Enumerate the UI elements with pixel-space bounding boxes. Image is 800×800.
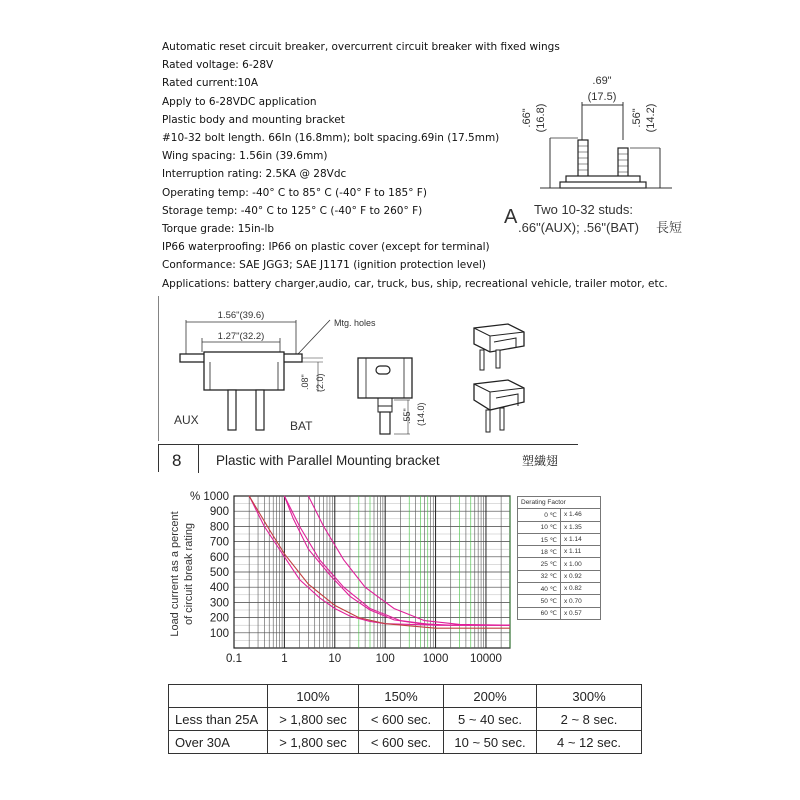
derating-factor: x 1.00 xyxy=(561,558,601,570)
side-stud-in-label: .55" xyxy=(402,408,412,424)
spec-line: Rated current:10A xyxy=(162,77,259,90)
column-header: 100% xyxy=(268,685,359,708)
table-row xyxy=(169,731,642,754)
y-tick-label: 200 xyxy=(209,612,229,625)
spec-line: Wing spacing: 1.56in (39.6mm) xyxy=(162,150,328,163)
wing-spacing-label: 1.56"(39.6) xyxy=(217,310,265,321)
table-cell: 5 ~ 40 sec. xyxy=(444,708,537,731)
breaker-3d-top xyxy=(474,324,524,370)
breaker-3d-sketches xyxy=(466,318,530,442)
trip-time-table xyxy=(168,684,642,754)
derating-temp: 40 ℃ xyxy=(518,583,561,595)
section-number: 8 xyxy=(172,451,182,470)
y-tick-label: 700 xyxy=(209,536,229,549)
thickness-in-label: .08" xyxy=(300,374,310,390)
derating-temp: 25 ℃ xyxy=(518,558,561,570)
derating-factor: x 0.92 xyxy=(561,570,601,582)
spec-line: Storage temp: -40° C to 125° C (-40° F to 260° F) xyxy=(162,204,423,217)
y-axis-label-line1: Load current as a percent xyxy=(169,511,181,637)
spec-line: Operating temp: -40° C to 85° C (-40° F to 185° F) xyxy=(162,186,427,199)
section-title: Plastic with Parallel Mounting bracket xyxy=(216,453,440,468)
stud-caption-1: Two 10-32 studs: xyxy=(534,202,633,217)
derating-temp: 0 ℃ xyxy=(518,509,561,521)
spec-line: Interruption rating: 2.5KA @ 28Vdc xyxy=(162,168,347,181)
bat-terminal-label: BAT xyxy=(290,419,313,433)
side-stud-mm-label: (14.0) xyxy=(416,402,426,426)
spec-line: Applications: battery charger,audio, car, truck, bus, ship, recreational vehicle, trailer motor, etc. xyxy=(162,277,668,290)
row-header: Less than 25A xyxy=(169,708,268,731)
x-tick-label: 10 xyxy=(328,653,342,665)
table-cell: 4 ~ 12 sec. xyxy=(537,731,642,754)
table-cell: < 600 sec. xyxy=(359,731,444,754)
bat-length-mm-label: (14.2) xyxy=(645,103,657,133)
table-row xyxy=(169,708,642,731)
inner-spacing-label: 1.27"(32.2) xyxy=(217,331,265,342)
bat-length-in-label: .56" xyxy=(631,108,643,128)
derating-factor: x 0.82 xyxy=(561,583,601,595)
derating-row xyxy=(518,558,601,570)
drawing-letter: A xyxy=(504,206,518,228)
derating-row xyxy=(518,533,601,545)
table-corner-cell xyxy=(169,685,268,708)
derating-factor: x 1.46 xyxy=(561,509,601,521)
mounting-holes-label: Mtg. holes xyxy=(334,318,376,328)
trip-table-header-row xyxy=(169,685,642,708)
spacing-in-label: .69" xyxy=(592,75,612,87)
spec-line: Torque grade: 15in-lb xyxy=(162,223,275,236)
column-header: 200% xyxy=(444,685,537,708)
y-tick-label: 800 xyxy=(209,521,229,534)
derating-temp: 32 ℃ xyxy=(518,570,561,582)
derating-factor: x 1.11 xyxy=(561,546,601,558)
derating-temp: 18 ℃ xyxy=(518,546,561,558)
derating-row xyxy=(518,546,601,558)
spacing-mm-label: (17.5) xyxy=(587,91,617,103)
y-tick-label: 900 xyxy=(209,506,229,519)
stud-caption-cjk: 長短 xyxy=(656,220,683,235)
x-tick-label: 10000 xyxy=(469,653,502,665)
spec-line: Conformance: SAE JGG3; SAE J1171 (ignition protection level) xyxy=(162,259,486,272)
spec-line: Automatic reset circuit breaker, overcurrent circuit breaker with fixed wings xyxy=(162,41,560,53)
derating-factor: x 1.35 xyxy=(561,521,601,533)
side-view-drawing xyxy=(350,340,440,440)
y-tick-label: 300 xyxy=(209,597,229,610)
derating-title: Derating Factor xyxy=(518,497,601,509)
table-cell: 2 ~ 8 sec. xyxy=(537,708,642,731)
y-tick-label: 100 xyxy=(209,627,229,640)
spec-line: #10-32 bolt length. 66In (16.8mm); bolt spacing.69in (17.5mm) xyxy=(162,132,500,145)
y-axis-label-line2: of circuit break rating xyxy=(183,522,195,626)
derating-row xyxy=(518,607,601,619)
aux-terminal-label: AUX xyxy=(174,413,199,427)
spec-line: Plastic body and mounting bracket xyxy=(162,113,345,126)
stud-aux xyxy=(578,140,588,178)
column-header: 300% xyxy=(537,685,642,708)
table-cell: > 1,800 sec xyxy=(268,708,359,731)
stud-caption-2: .66"(AUX); .56"(BAT) xyxy=(518,220,639,235)
derating-temp: 10 ℃ xyxy=(518,521,561,533)
derating-row xyxy=(518,595,601,607)
aux-length-in-label: .66" xyxy=(521,108,533,128)
x-tick-labels xyxy=(226,653,502,665)
spec-line: Rated voltage: 6-28V xyxy=(162,59,274,72)
derating-row xyxy=(518,570,601,582)
table-cell: > 1,800 sec xyxy=(268,731,359,754)
section-header xyxy=(158,444,578,474)
thickness-mm-label: (2.0) xyxy=(315,373,325,392)
spec-line: IP66 waterproofing: IP66 on plastic cover (except for terminal) xyxy=(162,241,490,254)
derating-factor: x 0.57 xyxy=(561,607,601,619)
derating-row xyxy=(518,521,601,533)
y-tick-label: 400 xyxy=(209,582,229,595)
trip-curve-chart xyxy=(150,484,520,674)
spec-line: Apply to 6-28VDC application xyxy=(162,95,317,108)
x-tick-label: 0.1 xyxy=(226,653,242,665)
derating-temp: 60 ℃ xyxy=(518,607,561,619)
x-tick-label: 100 xyxy=(375,653,395,665)
stud-bat xyxy=(618,148,628,178)
derating-factor: x 1.14 xyxy=(561,533,601,545)
breaker-3d-bottom xyxy=(474,380,524,432)
derating-temp: 50 ℃ xyxy=(518,595,561,607)
x-tick-label: 1000 xyxy=(422,653,449,665)
y-tick-label: 500 xyxy=(209,567,229,579)
derating-table xyxy=(517,496,601,620)
stud-dimension-drawing xyxy=(500,70,710,245)
table-cell: 10 ~ 50 sec. xyxy=(444,731,537,754)
derating-factor: x 0.70 xyxy=(561,595,601,607)
aux-length-mm-label: (16.8) xyxy=(535,103,547,133)
row-header: Over 30A xyxy=(169,731,268,754)
y-tick-label: % 1000 xyxy=(189,491,229,503)
table-cell: < 600 sec. xyxy=(359,708,444,731)
derating-row xyxy=(518,509,601,521)
y-tick-labels xyxy=(190,491,229,640)
x-tick-label: 1 xyxy=(281,653,288,665)
column-header: 150% xyxy=(359,685,444,708)
derating-temp: 15 ℃ xyxy=(518,533,561,545)
section-cjk-label: 塑繊翅 xyxy=(522,454,559,468)
y-tick-label: 600 xyxy=(209,551,229,564)
derating-row xyxy=(518,583,601,595)
